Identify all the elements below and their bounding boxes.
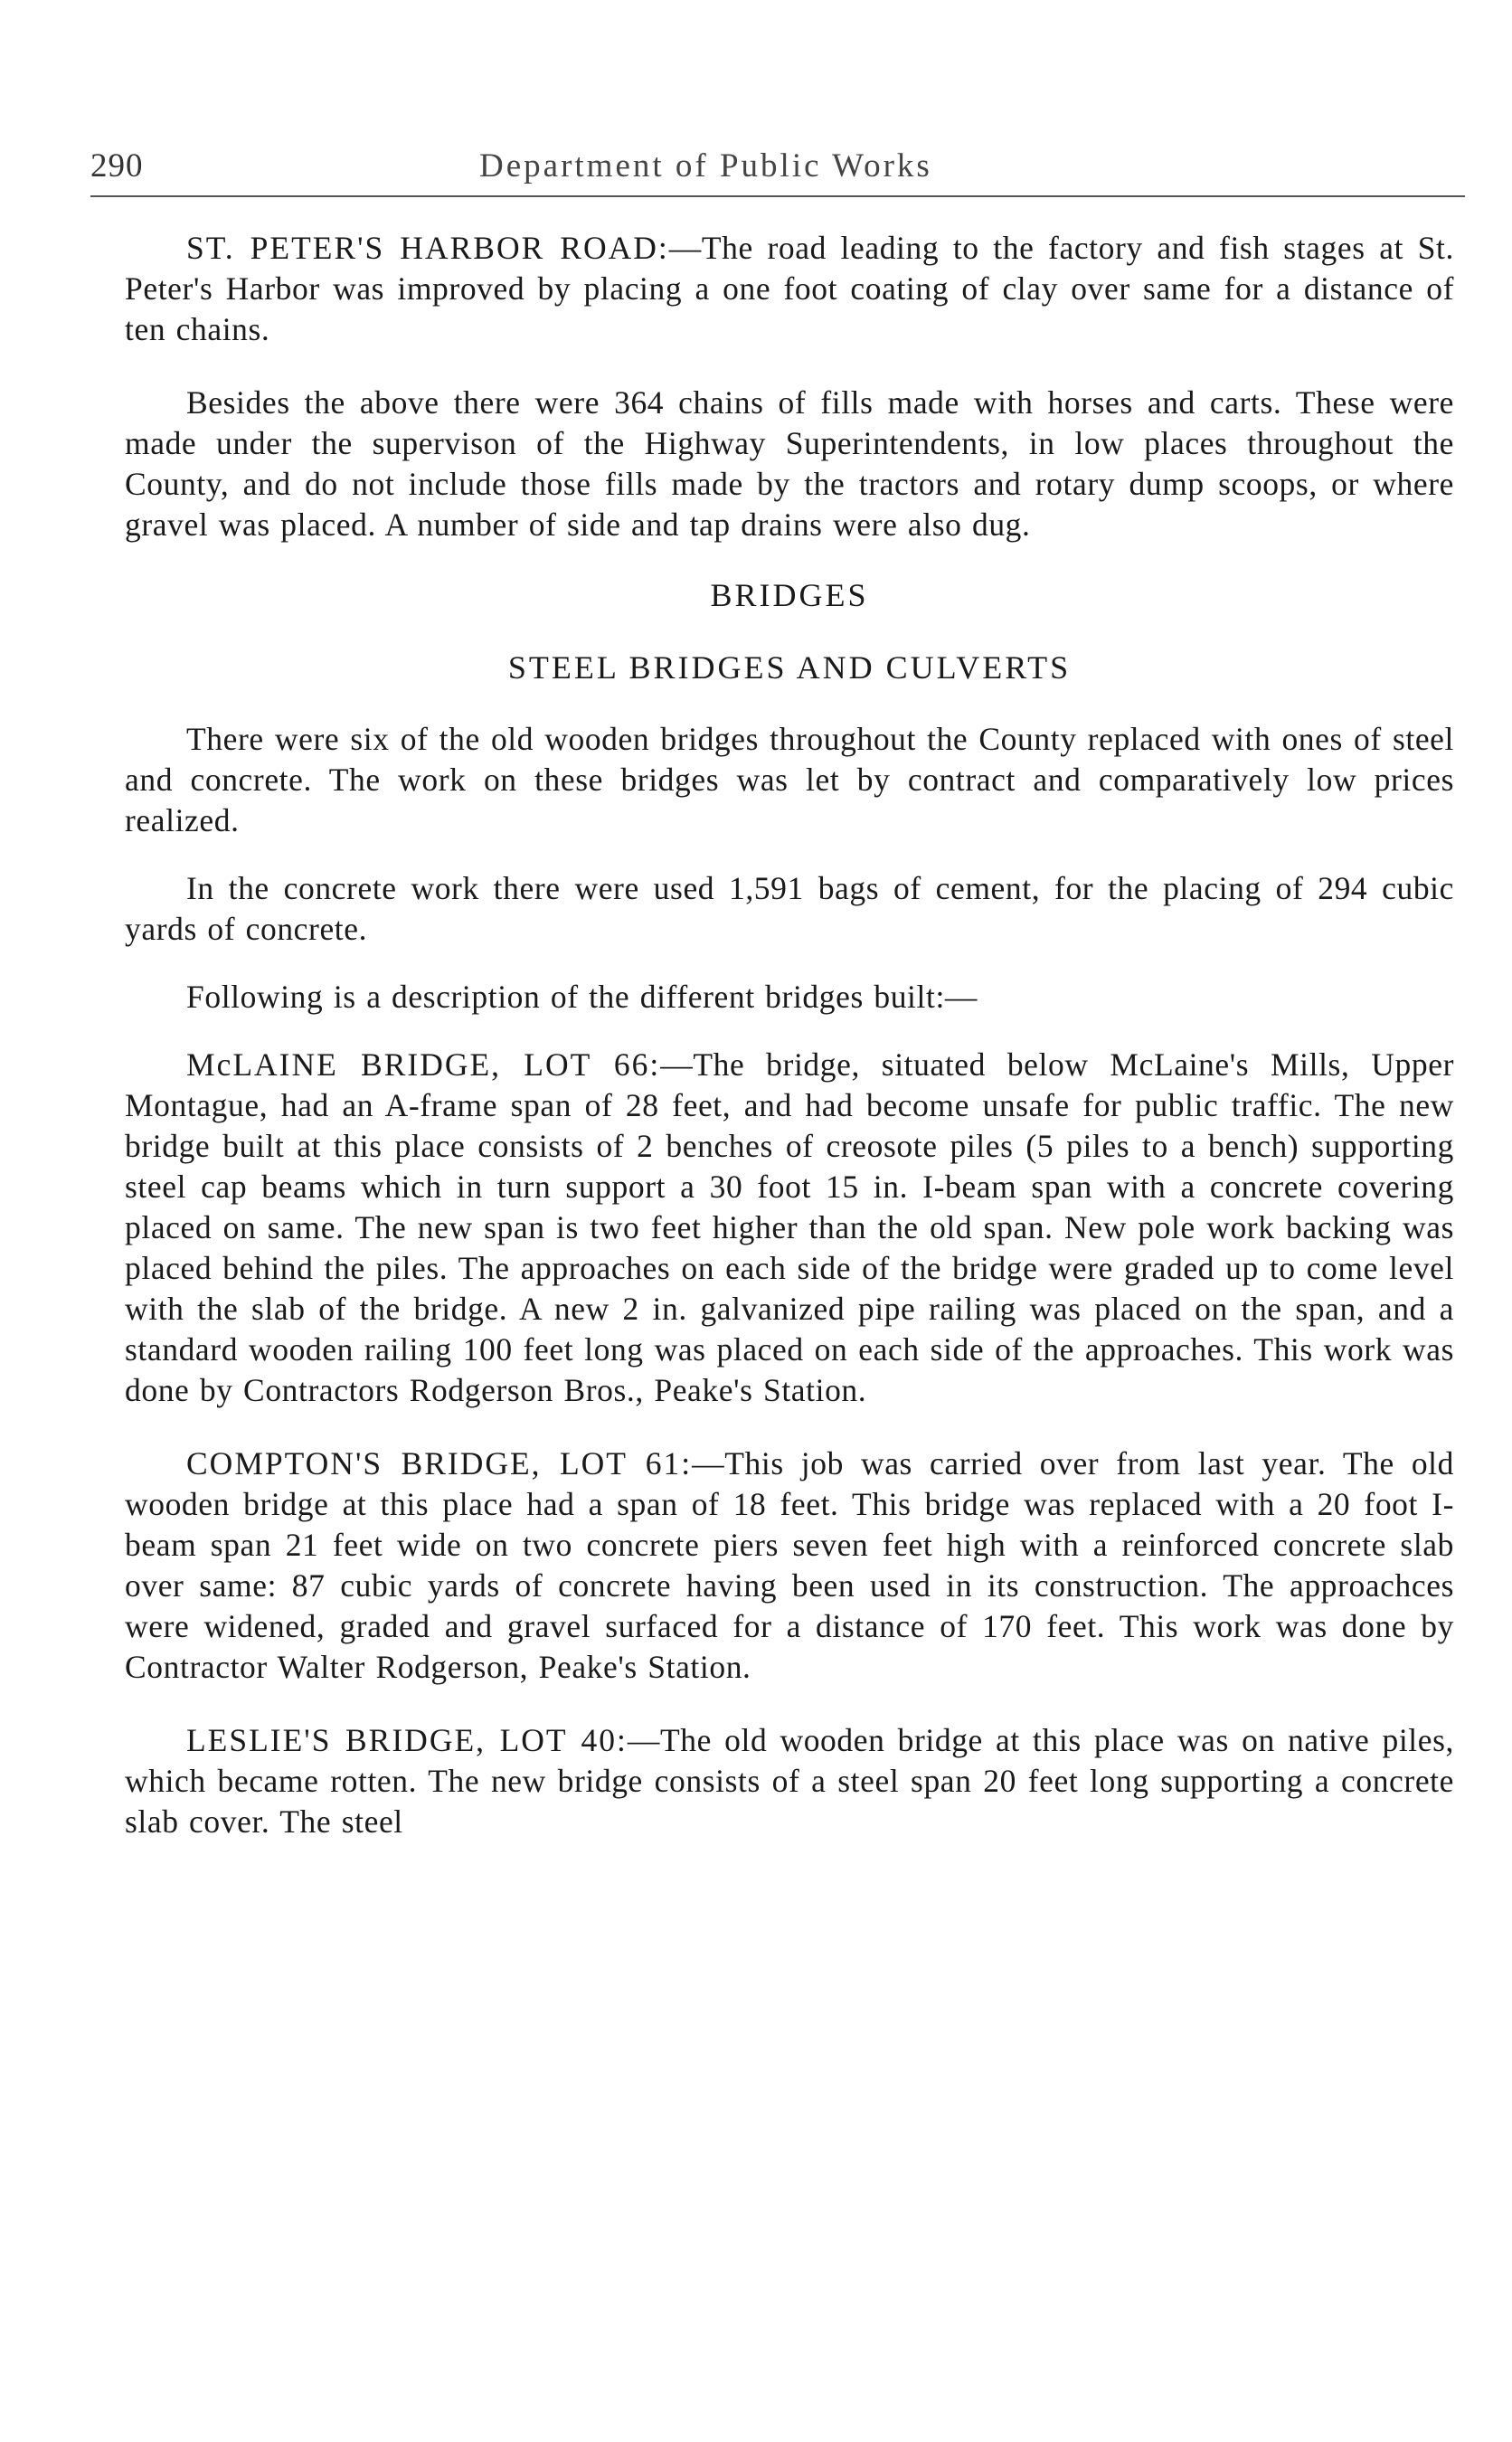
paragraph-lead: ST. PETER'S HARBOR ROAD: [186, 230, 669, 266]
page-header [90, 143, 1465, 197]
paragraph-text: —The bridge, situated below McLaine's Mills, Upper Montague, had an A-frame span of 28 feet, and had become unsafe for public traffic. The new bridge built at this place consists of 2 benches of creosote piles (5 piles to a bench) supporting steel cap beams which in turn support a 30 foot 15 in. I-beam span with a concrete covering placed on same. The new span is two feet higher than the old span. New pole work backing was placed behind the piles. The approaches on each side of the bridge were graded up to come level with the slab of the bridge. A new 2 in. galvanized pipe railing was placed on the span, and a standard wooden railing 100 feet long was placed on each side of the approaches. This work was done by Contractors Rodgerson Bros., Peake's Station. [125, 1046, 1455, 1408]
body-text [125, 228, 1454, 1842]
paragraph-comptons-bridge [125, 1443, 1454, 1688]
paragraph-fills: Besides the above there were 364 chains of fills made with horses and carts. These were made under the supervison of the Highway Superintendents, in low places throughout the County, and do not include those fills made by the tractors and rotary dump scoops, or where gravel was placed. A number of side and tap drains were also dug. [125, 384, 1454, 543]
paragraph-text: —This job was carried over from last year. The old wooden bridge at this place had a span of 18 feet. This bridge was replaced with a 20 foot I-beam span 21 feet wide on two concrete piers seven feet high with a reinforced concrete slab over same: 87 cubic yards of concrete having been used in its construction. The approachces were widened, graded and gravel surfaced for a distance of 170 feet. This work was done by Contractor Walter Rodgerson, Peake's Station. [125, 1445, 1454, 1685]
running-head: Department of Public Works [479, 147, 932, 185]
paragraph-mclaine-bridge [125, 1045, 1454, 1411]
section-heading-bridges: BRIDGES [710, 577, 869, 613]
paragraph-cement: In the concrete work there were used 1,591 bags of cement, for the placing of 294 cubic yards of concrete. [125, 870, 1454, 947]
paragraph-six-bridges: There were six of the old wooden bridges throughout the County replaced with ones of steel and concrete. The work on these bridges was let by contract and comparatively low prices realized. [125, 721, 1454, 838]
paragraph-lead: COMPTON'S BRIDGE, LOT 61: [186, 1445, 693, 1481]
paragraph-lead: McLAINE BRIDGE, LOT 66: [186, 1046, 661, 1083]
paragraph-lead: LESLIE'S BRIDGE, LOT 40: [186, 1722, 628, 1758]
paragraph-st-peters-harbor-road [125, 228, 1454, 350]
paragraph-leslies-bridge [125, 1720, 1454, 1842]
page-number: 290 [90, 147, 144, 185]
paragraph-text: —The road leading to the factory and fish stages at St. Peter's Harbor was improved by placing a one foot coating of clay over same for a distance of ten chains. [125, 230, 1454, 347]
section-heading-steel-bridges: STEEL BRIDGES AND CULVERTS [507, 649, 1072, 686]
paragraph-text: —The old wooden bridge at this place was on native piles, which became rotten. The new bridge consists of a steel span 20 feet long supporting a concrete slab cover. The steel [125, 1722, 1454, 1840]
paragraph-following: Following is a description of the different bridges built:— [186, 979, 978, 1015]
